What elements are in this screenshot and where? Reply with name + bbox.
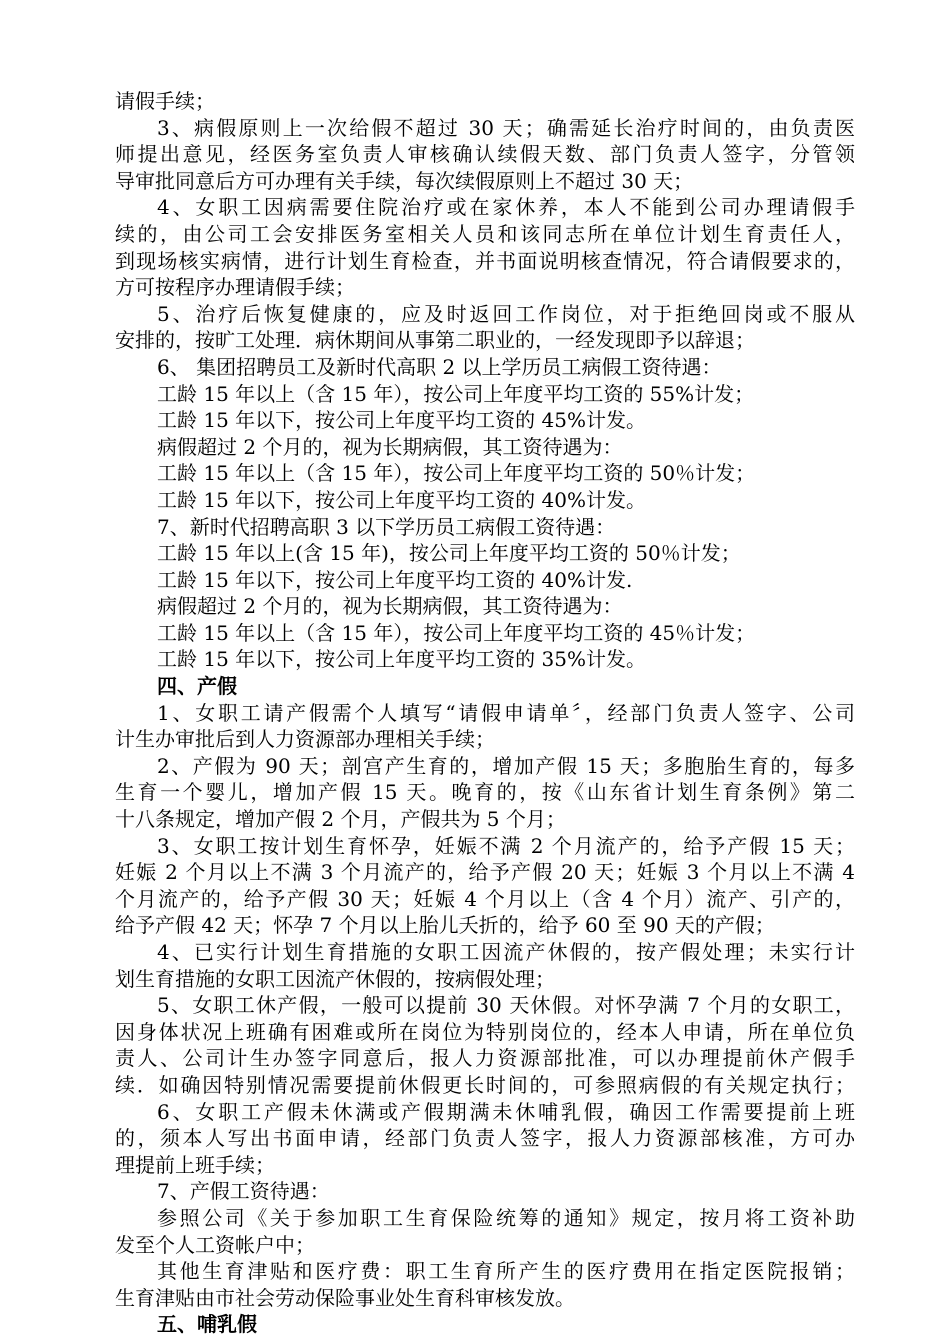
paragraph-line: 续的，由公司工会安排医务室相关人员和该同志所在单位计划生育责任人， xyxy=(115,221,855,246)
paragraph-line: 生育津贴由市社会劳动保险事业处生育科审核发放。 xyxy=(115,1285,575,1310)
paragraph-line: 1、女职工请产假需个人填写“请假申请单〞，经部门负责人签字、公司 xyxy=(157,700,855,725)
paragraph-line: 参照公司《关于参加职工生育保险统筹的通知》规定，按月将工资补助 xyxy=(157,1205,855,1230)
paragraph-line: 妊娠 2 个月以上不满 3 个月流产的，给予产假 20 天；妊娠 3 个月以上不满 4 xyxy=(115,860,855,885)
paragraph-line: 4、已实行计划生育措施的女职工因流产休假的，按产假处理；未实行计 xyxy=(157,940,855,964)
paragraph-line: 工龄 15 年以上(含 15 年)，按公司上年度平均工资的 50％计发； xyxy=(157,541,741,566)
paragraph-line: 工龄 15 年以上（含 15 年），按公司上年度平均工资的 55%计发； xyxy=(157,381,755,406)
paragraph-line: 工龄 15 年以下，按公司上年度平均工资的 40%计发. xyxy=(157,567,633,592)
paragraph-line: 导审批同意后方可办理有关手续，每次续假原则上不超过 30 天； xyxy=(115,168,694,193)
paragraph-line: 7、产假工资待遇： xyxy=(157,1179,330,1204)
paragraph-line: 理提前上班手续； xyxy=(115,1152,275,1177)
paragraph-line: 划生育措施的女职工因流产休假的，按病假处理； xyxy=(115,966,555,991)
paragraph-line: 2、产假为 90 天；剖宫产生育的，增加产假 15 天；多胞胎生育的，每多 xyxy=(157,753,855,778)
paragraph-line: 4、女职工因病需要住院治疗或在家休养，本人不能到公司办理请假手 xyxy=(157,195,855,220)
paragraph-line: 工龄 15 年以上（含 15 年），按公司上年度平均工资的 45％计发； xyxy=(157,620,756,645)
paragraph-line: 给予产假 42 天；怀孕 7 个月以上胎儿夭折的，给予 60 至 90 天的产假； xyxy=(115,913,775,938)
paragraph-line: 工龄 15 年以下，按公司上年度平均工资的 45%计发。 xyxy=(157,408,646,433)
document-body xyxy=(115,88,855,1338)
paragraph-line: 生育一个婴儿，增加产假 15 天。晚育的，按《山东省计划生育条例》第二 xyxy=(115,780,855,805)
paragraph-line: 6、女职工产假未休满或产假期满未休哺乳假，确因工作需要提前上班 xyxy=(157,1099,855,1124)
paragraph-line: 工龄 15 年以下，按公司上年度平均工资的 40%计发。 xyxy=(157,487,646,512)
paragraph-line: 到现场核实病情，进行计划生育检查，并书面说明核查情况，符合请假要求的， xyxy=(115,248,855,273)
section-heading: 五、哺乳假 xyxy=(157,1312,257,1337)
paragraph-line: 请假手续； xyxy=(115,89,215,113)
paragraph-line: 个月流产的，给予产假 30 天；妊娠 4 个月以上（含 4 个月）流产、引产的， xyxy=(115,886,855,911)
paragraph-line: 7、新时代招聘高职 3 以下学历员工病假工资待遇： xyxy=(157,514,616,539)
paragraph-line: 计生办审批后到人力资源部办理相关手续； xyxy=(115,727,495,752)
paragraph-line: 十八条规定，增加产假 2 个月，产假共为 5 个月； xyxy=(115,807,566,832)
paragraph-line: 3、病假原则上一次给假不超过 30 天；确需延长治疗时间的，由负责医 xyxy=(157,115,855,140)
paragraph-line: 3、女职工按计划生育怀孕，妊娠不满 2 个月流产的，给予产假 15 天； xyxy=(157,833,855,858)
paragraph-line: 工龄 15 年以上（含 15 年），按公司上年度平均工资的 50％计发； xyxy=(157,461,756,486)
paragraph-line: 方可按程序办理请假手续； xyxy=(115,275,355,300)
section-heading: 四、产假 xyxy=(157,674,237,699)
paragraph-line: 病假超过 2 个月的，视为长期病假，其工资待遇为： xyxy=(157,434,623,459)
paragraph-line: 续．如确因特别情况需要提前休假更长时间的，可参照病假的有关规定执行； xyxy=(115,1072,855,1097)
paragraph-line: 5、治疗后恢复健康的，应及时返回工作岗位，对于拒绝回岗或不服从 xyxy=(157,301,855,326)
paragraph-line: 师提出意见，经医务室负责人审核确认续假天数、部门负责人签字，分管领 xyxy=(115,142,855,167)
paragraph-line: 5、女职工休产假，一般可以提前 30 天休假。对怀孕满 7 个月的女职工， xyxy=(157,993,855,1018)
paragraph-line: 其他生育津贴和医疗费：职工生育所产生的医疗费用在指定医院报销； xyxy=(157,1259,855,1284)
paragraph-line: 工龄 15 年以下，按公司上年度平均工资的 35%计发。 xyxy=(157,647,646,672)
paragraph-line: 6、 集团招聘员工及新时代高职 2 以上学历员工病假工资待遇： xyxy=(157,354,722,379)
paragraph-line: 发至个人工资帐户中； xyxy=(115,1232,315,1257)
paragraph-line: 的，须本人写出书面申请，经部门负责人签字，报人力资源部核准，方可办 xyxy=(115,1126,855,1151)
paragraph-line: 病假超过 2 个月的，视为长期病假，其工资待遇为： xyxy=(157,594,623,619)
paragraph-line: 责人、公司计生办签字同意后，报人力资源部批准，可以办理提前休产假手 xyxy=(115,1046,855,1071)
paragraph-line: 因身体状况上班确有困难或所在岗位为特别岗位的，经本人申请，所在单位负 xyxy=(115,1019,855,1044)
paragraph-line: 安排的，按旷工处理．病休期间从事第二职业的，一经发现即予以辞退； xyxy=(115,328,755,353)
